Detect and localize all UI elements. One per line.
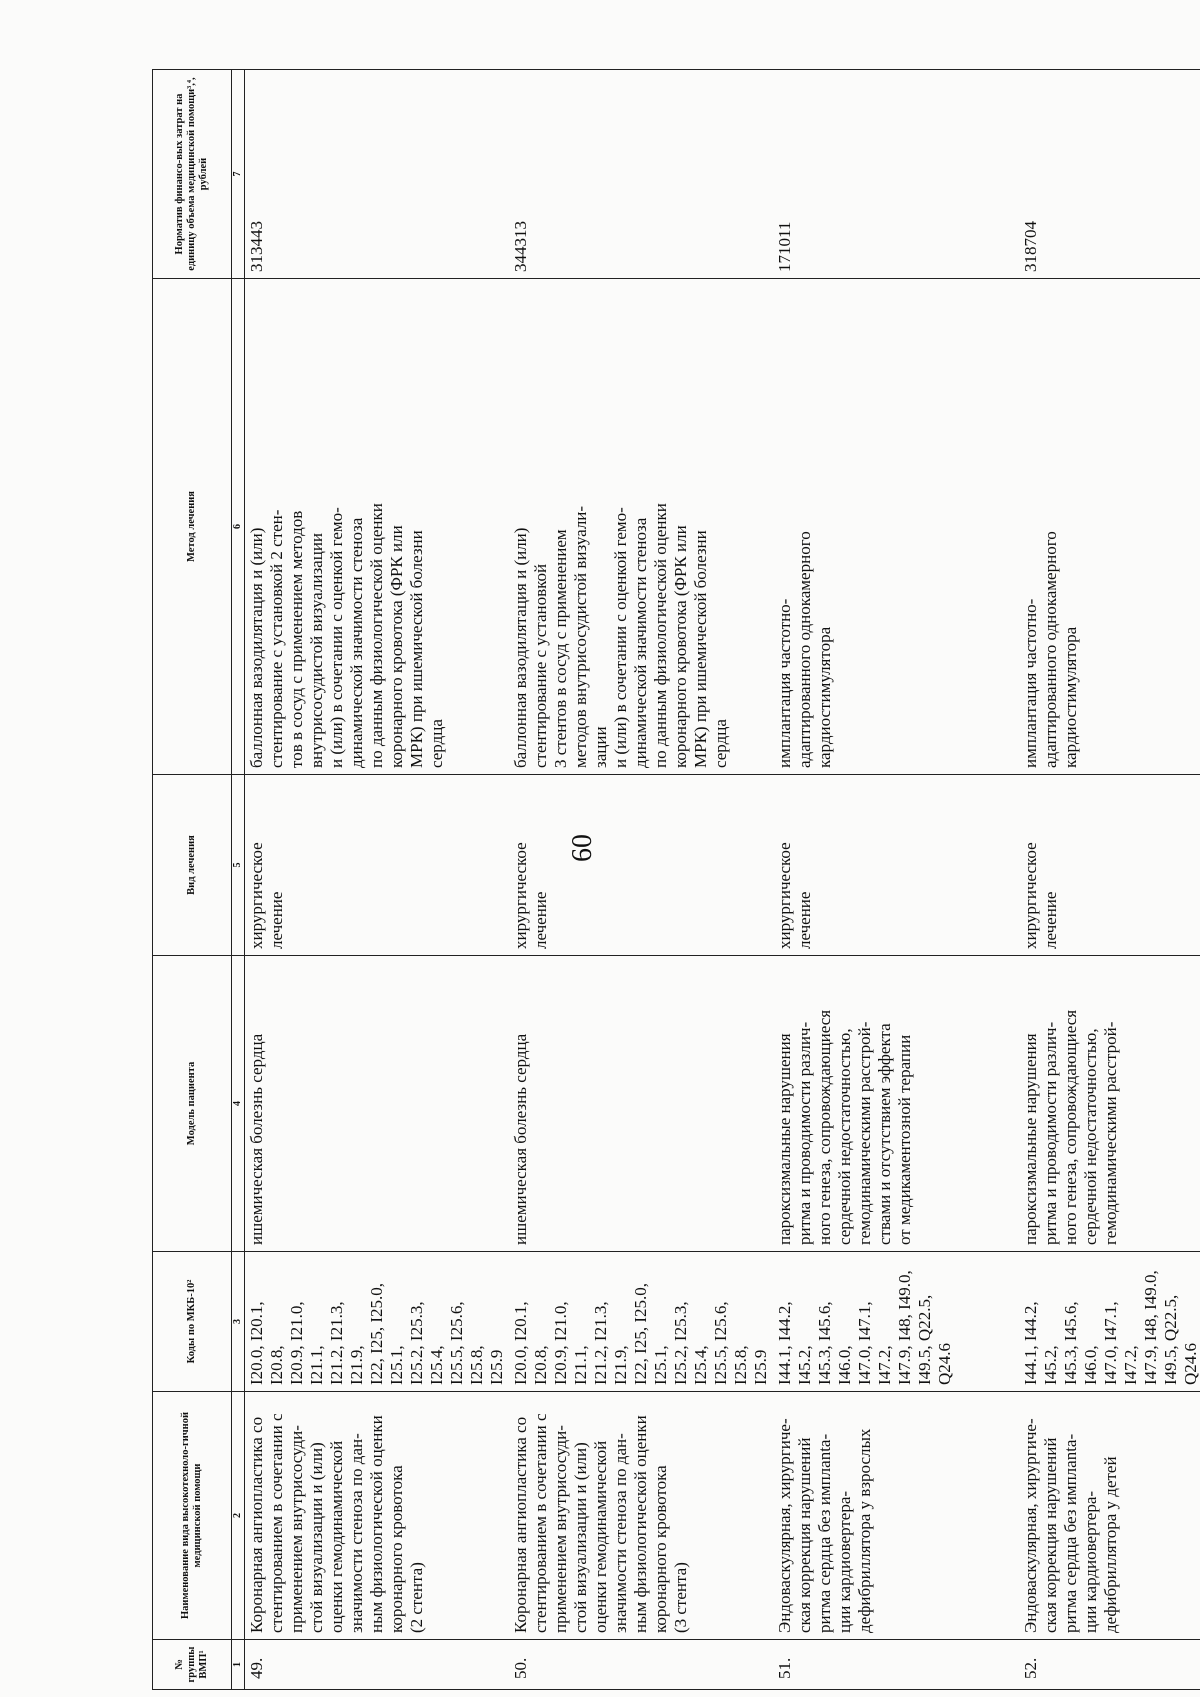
treatment-type: хирургическое лечение — [1019, 775, 1200, 956]
column-number-row — [232, 70, 245, 1690]
vmp-name: Эндоваскулярная, хирургиче- ская коррекция нарушений ритма сердца без имплanta- ции кардиовертера- дефибриллятора у детей — [1019, 1392, 1200, 1640]
treatment-method: баллонная вазодилятация и (или) стентирование с установкой 2 стен- тов в сосуд с применением методов внутрисосудистой визуализации и (или) в сочетании с оценкой гемо- динамической значимости стеноза по данным физиологической оценки коронарного кровотока (ФРК или МРК) при ишемической болезни сердца — [245, 279, 510, 775]
table-container — [152, 70, 1200, 1690]
treatment-method: имплантация частотно- адаптированного однокамерного кардиостимулятора — [773, 279, 1019, 775]
table-row — [509, 70, 773, 1690]
column-number: 7 — [232, 70, 245, 279]
cost-standard: 344313 — [509, 70, 773, 279]
header-patient-model: Модель пациента — [153, 956, 232, 1252]
icd-codes: I44.1, I44.2, I45.2, I45.3, I45.6, I46.0, I47.0, I47.1, I47.2, I47.9, I48, I49.0, I49.5, Q22.5, Q24.6 — [1019, 1252, 1200, 1392]
column-number: 1 — [232, 1640, 245, 1690]
group-number: 51. — [773, 1640, 1019, 1690]
column-number: 2 — [232, 1392, 245, 1640]
vmp-table — [152, 69, 1200, 1690]
treatment-method: баллонная вазодилятация и (или) стентирование с установкой 3 стентов в сосуд с применением методов внутрисосудистой визуали- зации и (или) в сочетании с оценкой гемо- динамической значимости стеноза по данным физиологической оценки коронарного кровотока (ФРК или МРК) при ишемической болезни сердца — [509, 279, 773, 775]
icd-codes: I20.0, I20.1, I20.8, I20.9, I21.0, I21.1, I21.2, I21.3, I21.9, I22, I25, I25.0, I25.1, I25.2, I25.3, I25.4, I25.5, I25.6, I25.8, I25.9 — [509, 1252, 773, 1392]
patient-model: ишемическая болезнь сердца — [245, 956, 510, 1252]
header-cost-standard: Норматив финансо-вых затрат на единицу объема медицинской помощи³,⁴, рублей — [153, 70, 232, 279]
icd-codes: I44.1, I44.2, I45.2, I45.3, I45.6, I46.0, I47.0, I47.1, I47.2, I47.9, I48, I49.0, I49.5, Q22.5, Q24.6 — [773, 1252, 1019, 1392]
header-treatment-type: Вид лечения — [153, 775, 232, 956]
column-number: 5 — [232, 775, 245, 956]
vmp-name: Эндоваскулярная, хирургиче- ская коррекция нарушений ритма сердца без имплanta- ции кардиовертера- дефибриллятора у взрослых — [773, 1392, 1019, 1640]
icd-codes: I20.0, I20.1, I20.8, I20.9, I21.0, I21.1, I21.2, I21.3, I21.9, I22, I25, I25.0, I25.1, I25.2, I25.3, I25.4, I25.5, I25.6, I25.8, I25.9 — [245, 1252, 510, 1392]
header-row — [153, 70, 232, 1690]
group-number: 52. — [1019, 1640, 1200, 1690]
patient-model: пароксизмальные нарушения ритма и проводимости различ- ного генеза, сопровождающиеся сердечной недостаточностью, гемодинамическими расстрой- — [1019, 956, 1200, 1252]
page-number: 60 — [567, 834, 598, 862]
cost-standard: 171011 — [773, 70, 1019, 279]
vmp-name: Коронарная ангиопластика со стентированием в сочетании с применением внутрисосуди- стой визуализации и (или) оценки гемодинамической значимости стеноза по дан- ным физиологической оценки коронарного кровотока (3 стента) — [509, 1392, 773, 1640]
cost-standard: 313443 — [245, 70, 510, 279]
header-treatment-method: Метод лечения — [153, 279, 232, 775]
group-number: 50. — [509, 1640, 773, 1690]
table-row — [1019, 70, 1200, 1690]
patient-model: пароксизмальные нарушения ритма и проводимости различ- ного генеза, сопровождающиеся сердечной недостаточностью, гемодинамическими расстрой- ствами и отсутствием эффекта от медикаментозной терапии — [773, 956, 1019, 1252]
treatment-type: хирургическое лечение — [773, 775, 1019, 956]
vmp-name: Коронарная ангиопластика со стентированием в сочетании с применением внутрисосуди- стой визуализации и (или) оценки гемодинамической значимости стеноза по дан- ным физиологической оценки коронарного кровотока (2 стента) — [245, 1392, 510, 1640]
header-vmp-name: Наименование вида высокотехноло-гичной медицинской помощи — [153, 1392, 232, 1640]
header-icd-codes: Коды по МКБ-10² — [153, 1252, 232, 1392]
column-number: 3 — [232, 1252, 245, 1392]
treatment-type: хирургическое лечение — [245, 775, 510, 956]
treatment-type: хирургическое лечение — [509, 775, 773, 956]
treatment-method: имплантация частотно- адаптированного однокамерного кардиостимулятора — [1019, 279, 1200, 775]
column-number: 4 — [232, 956, 245, 1252]
column-number: 6 — [232, 279, 245, 775]
table-row — [245, 70, 510, 1690]
cost-standard: 318704 — [1019, 70, 1200, 279]
table-row — [773, 70, 1019, 1690]
rotated-table — [152, 70, 1200, 1690]
group-number: 49. — [245, 1640, 510, 1690]
header-group-number: № группы ВМП¹ — [153, 1640, 232, 1690]
patient-model: ишемическая болезнь сердца — [509, 956, 773, 1252]
